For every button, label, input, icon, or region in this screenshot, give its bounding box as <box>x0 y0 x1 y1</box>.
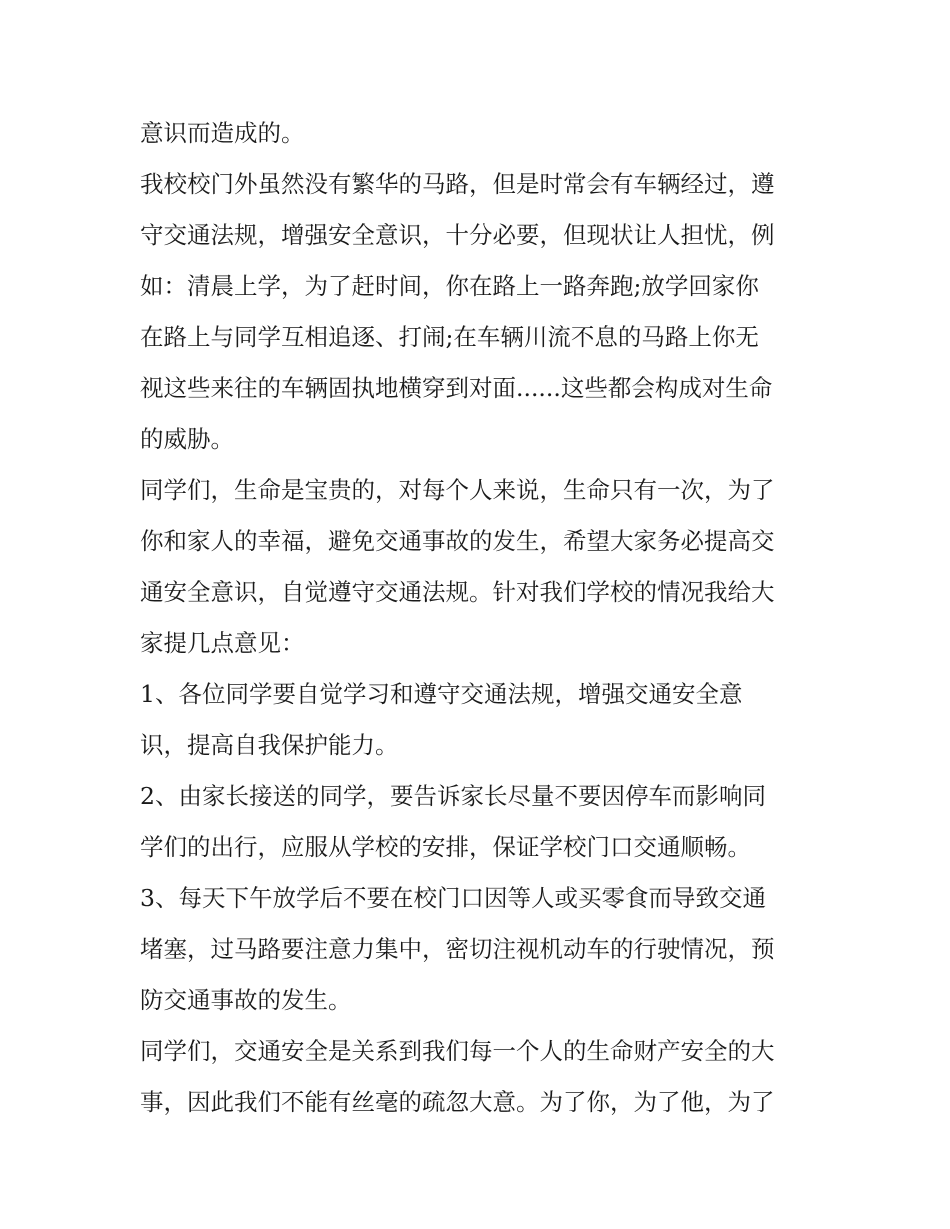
text-line: 通安全意识，自觉遵守交通法规。针对我们学校的情况我给大 <box>140 578 775 606</box>
text-line: 意识而造成的。 <box>140 119 305 147</box>
text-line: 家提几点意见： <box>140 629 305 657</box>
text-line: 事，因此我们不能有丝毫的疏忽大意。为了你，为了他，为了 <box>140 1088 775 1116</box>
text-line: 识，提高自我保护能力。 <box>140 731 399 759</box>
text-line: 在路上与同学互相追逐、打闹;在车辆川流不息的马路上你无 <box>140 323 759 351</box>
text-line: 的威胁。 <box>140 425 234 453</box>
text-line: 同学们，生命是宝贵的，对每个人来说，生命只有一次，为了 <box>140 476 775 504</box>
text-line: 同学们，交通安全是关系到我们每一个人的生命财产安全的大 <box>140 1037 775 1065</box>
document-body <box>140 108 820 1128</box>
text-line: 守交通法规，增强安全意识，十分必要，但现状让人担忧，例 <box>140 221 775 249</box>
text-line: 2、由家长接送的同学，要告诉家长尽量不要因停车而影响同 <box>140 782 766 810</box>
text-line: 学们的出行，应服从学校的安排，保证学校门口交通顺畅。 <box>140 833 751 861</box>
text-line: 3、每天下午放学后不要在校门口因等人或买零食而导致交通 <box>140 884 766 912</box>
text-line: 你和家人的幸福，避免交通事故的发生，希望大家务必提高交 <box>140 527 775 555</box>
text-line: 如：清晨上学，为了赶时间，你在路上一路奔跑;放学回家你 <box>140 272 759 300</box>
text-line: 1、各位同学要自觉学习和遵守交通法规，增强交通安全意 <box>140 680 743 708</box>
text-line: 防交通事故的发生。 <box>140 986 352 1014</box>
text-line: 视这些来往的车辆固执地横穿到对面......这些都会构成对生命 <box>140 374 773 402</box>
text-line: 堵塞，过马路要注意力集中，密切注视机动车的行驶情况，预 <box>140 935 775 963</box>
text-line: 我校校门外虽然没有繁华的马路，但是时常会有车辆经过，遵 <box>140 170 775 198</box>
